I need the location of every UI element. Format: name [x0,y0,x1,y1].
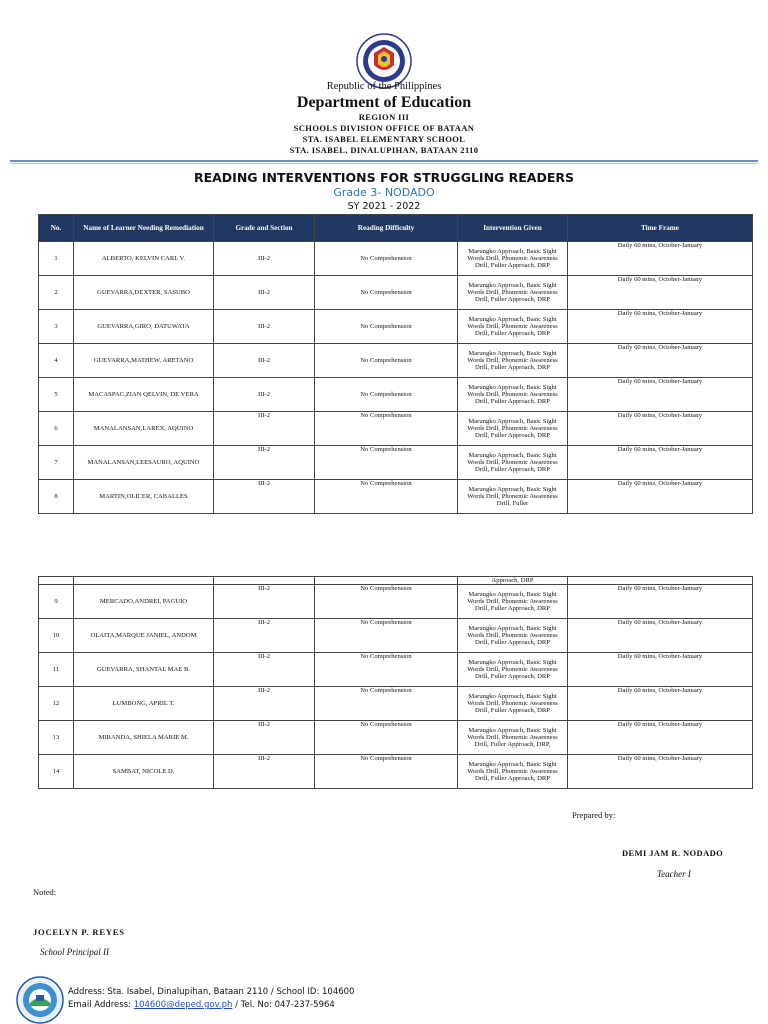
row-number-cell: 11 [39,653,74,687]
table-row [39,344,753,378]
grade-section-cell: III-2 [214,755,315,789]
table-row [39,687,753,721]
table-row [39,585,753,619]
time-frame-cell: Daily 60 mins, October-January [568,619,753,653]
intervention-cell: Marungko Approach, Basic Sight Words Drill, Phonemic Awareness Drill, Fuller Approach, DRP [458,585,568,619]
department-name: Department of Education [296,94,472,111]
grade-section-cell: III-2 [214,585,315,619]
email-link[interactable]: 104600@deped.gov.ph [133,1000,233,1010]
school-line: STA. ISABEL ELEMENTARY SCHOOL [302,134,466,144]
grade-section-cell: III-2 [214,378,315,412]
intervention-cell: Marungko Approach, Basic Sight Words Drill, Phonemic Awareness Drill, Fuller Approach, DRP [458,310,568,344]
intervention-cell: Marungko Approach, Basic Sight Words Drill, Phonemic Awareness Drill, Fuller Approach, DRP [458,687,568,721]
row-number-cell: 10 [39,619,74,653]
prepared-by-name: DEMI JAM R. NODADO [622,848,724,858]
intervention-cell: Marungko Approach, Basic Sight Words Drill, Phonemic Awareness Drill, Fuller [458,480,568,514]
grade-section-cell: III-2 [214,276,315,310]
table-row [39,242,753,276]
grade-section-cell: III-2 [214,721,315,755]
time-frame-cell: Daily 60 mins, October-January [568,755,753,789]
prepared-by-label: Prepared by: [572,810,616,820]
location-line: STA. ISABEL, DINALUPIHAN, BATAAN 2110 [289,145,479,155]
reading-difficulty-cell: No Comprehension [315,687,458,721]
grade-section-cell: III-2 [214,310,315,344]
table-row [39,276,753,310]
intervention-cell: Marungko Approach, Basic Sight Words Drill, Phonemic Awareness Drill, Fuller Approach, DRP [458,755,568,789]
time-frame-cell: Daily 60 mins, October-January [568,412,753,446]
email-label: Email Address: [68,1000,134,1010]
row-number-cell: 2 [39,276,74,310]
footer-address: Address: Sta. Isabel, Dinalupihan, Bataan 2110 / School ID: 104600 [68,987,355,997]
table-row [39,619,753,653]
telephone-text: / Tel. No: 047-237-5964 [232,1000,335,1010]
intervention-cell: Marungko Approach, Basic Sight Words Drill, Phonemic Awareness Drill, Fuller Approach, DRP [458,344,568,378]
learner-name-cell: GUEVARRA,MATHEW, ARETANO [74,344,214,378]
region-line: REGION III [358,112,410,122]
learner-name-cell: ALBERTO, KELVIN CARL V. [74,242,214,276]
reading-difficulty-cell: No Comprehension [315,446,458,480]
continuation-cell: Approach, DRP [458,577,568,585]
table-row [39,412,753,446]
row-number-cell: 12 [39,687,74,721]
row-number-cell: 14 [39,755,74,789]
row-number-cell: 6 [39,412,74,446]
learner-name-cell: MERCADO,ANDREI, PAGUIO [74,585,214,619]
header-time-frame: Time Frame [568,215,753,242]
row-number-cell: 4 [39,344,74,378]
footer-contact [68,1000,335,1010]
time-frame-cell: Daily 60 mins, October-January [568,480,753,514]
header-name: Name of Learner Needing Remediation [74,215,214,242]
intervention-cell: Marungko Approach, Basic Sight Words Drill, Phonemic Awareness Drill, Fuller Approach, DRP [458,276,568,310]
time-frame-cell: Daily 60 mins, October-January [568,344,753,378]
table-row [39,480,753,514]
row-number-cell: 8 [39,480,74,514]
intervention-cell: Marungko Approach, Basic Sight Words Drill, Phonemic Awareness Drill, Fuller Approach, DRP [458,412,568,446]
reading-difficulty-cell: No Comprehension [315,653,458,687]
reading-difficulty-cell: No Comprehension [315,480,458,514]
learner-name-cell: SAMBAT, NICOLE D. [74,755,214,789]
row-number-cell: 13 [39,721,74,755]
reading-difficulty-cell: No Comprehension [315,619,458,653]
reading-difficulty-cell: No Comprehension [315,344,458,378]
header-rule-secondary [10,163,758,164]
time-frame-cell: Daily 60 mins, October-January [568,310,753,344]
reading-difficulty-cell: No Comprehension [315,755,458,789]
time-frame-cell: Daily 60 mins, October-January [568,242,753,276]
grade-section-cell: III-2 [214,619,315,653]
school-logo [16,976,64,1024]
learner-name-cell: LUMBONG, APRIL T. [74,687,214,721]
reading-difficulty-cell: No Comprehension [315,378,458,412]
row-number-cell: 5 [39,378,74,412]
grade-section-cell: III-2 [214,480,315,514]
table-row [39,310,753,344]
intervention-cell: Marungko Approach, Basic Sight Words Drill, Phonemic Awareness Drill, Fuller Approach, DRP [458,242,568,276]
intervention-cell: Marungko Approach, Basic Sight Words Drill, Phonemic Awareness Drill, Fuller Approach, DRP [458,653,568,687]
noted-by-role: School Principal II [40,947,109,957]
grade-section-cell: III-2 [214,687,315,721]
interventions-table-page-1 [38,214,753,514]
grade-section-cell: III-2 [214,446,315,480]
reading-difficulty-cell: No Comprehension [315,412,458,446]
table-row [39,755,753,789]
prepared-by-role: Teacher I [657,869,691,879]
header-intervention: Intervention Given [458,215,568,242]
republic-line: Republic of the Philippines [326,81,442,92]
learner-name-cell: MACASPAC,ZIAN QELVIN, DE VERA [74,378,214,412]
learner-name-cell: GUEVARRA,GIRO, DATUWATA [74,310,214,344]
row-number-cell: 7 [39,446,74,480]
learner-name-cell: GUEVARRA, SHANTAL MAE B. [74,653,214,687]
grade-section-cell: III-2 [214,242,315,276]
grade-section-cell: III-2 [214,653,315,687]
table-row [39,721,753,755]
time-frame-cell: Daily 60 mins, October-January [568,687,753,721]
document-title: READING INTERVENTIONS FOR STRUGGLING READERS [193,170,575,185]
interventions-table-page-2 [38,576,753,789]
header-rule [10,160,758,162]
intervention-cell: Marungko Approach, Basic Sight Words Drill, Phonemic Awareness Drill, Fuller Approach, DRP [458,619,568,653]
time-frame-cell: Daily 60 mins, October-January [568,378,753,412]
intervention-cell: Marungko Approach, Basic Sight Words Drill, Phonemic Awareness Drill, Fuller Approach, DRP [458,378,568,412]
header-no: No. [39,215,74,242]
learner-name-cell: MIRANDA, SHIELA MARIE M. [74,721,214,755]
learner-name-cell: MARTIN,OLICER, CABALLES [74,480,214,514]
time-frame-cell: Daily 60 mins, October-January [568,276,753,310]
table-header-row [39,215,753,242]
time-frame-cell: Daily 60 mins, October-January [568,446,753,480]
row-number-cell: 3 [39,310,74,344]
header-reading-difficulty: Reading Difficulty [315,215,458,242]
reading-difficulty-cell: No Comprehension [315,585,458,619]
row-number-cell: 9 [39,585,74,619]
school-year: SY 2021 - 2022 [347,201,421,212]
grade-section-cell: III-2 [214,344,315,378]
grade-section: Grade 3- NODADO [333,186,435,199]
intervention-cell: Marungko Approach, Basic Sight Words Drill, Phonemic Awareness Drill, Fuller Approach, DRP, [458,721,568,755]
time-frame-cell: Daily 60 mins, October-January [568,585,753,619]
noted-label: Noted: [33,887,57,897]
time-frame-cell: Daily 60 mins, October-January [568,653,753,687]
division-line: SCHOOLS DIVISION OFFICE OF BATAAN [293,123,475,133]
reading-difficulty-cell: No Comprehension [315,310,458,344]
continuation-row [39,577,753,585]
header-grade-section: Grade and Section [214,215,315,242]
learner-name-cell: MANALANSAN,LAREX, AQUINO [74,412,214,446]
noted-by-name: JOCELYN P. REYES [33,927,125,937]
intervention-cell: Marungko Approach, Basic Sight Words Drill, Phonemic Awareness Drill, Fuller Approach, DRP [458,446,568,480]
table-row [39,446,753,480]
learner-name-cell: OLAITA,MARQUE JANIEL, ANDOM [74,619,214,653]
time-frame-cell: Daily 60 mins, October-January [568,721,753,755]
reading-difficulty-cell: No Comprehension [315,721,458,755]
learner-name-cell: MANALANSAN,LEESAURO, AQUINO [74,446,214,480]
reading-difficulty-cell: No Comprehension [315,242,458,276]
grade-section-cell: III-2 [214,412,315,446]
learner-name-cell: GUEVARRA,DEXTER, SASUBO [74,276,214,310]
row-number-cell: 1 [39,242,74,276]
reading-difficulty-cell: No Comprehension [315,276,458,310]
table-row [39,378,753,412]
table-row [39,653,753,687]
